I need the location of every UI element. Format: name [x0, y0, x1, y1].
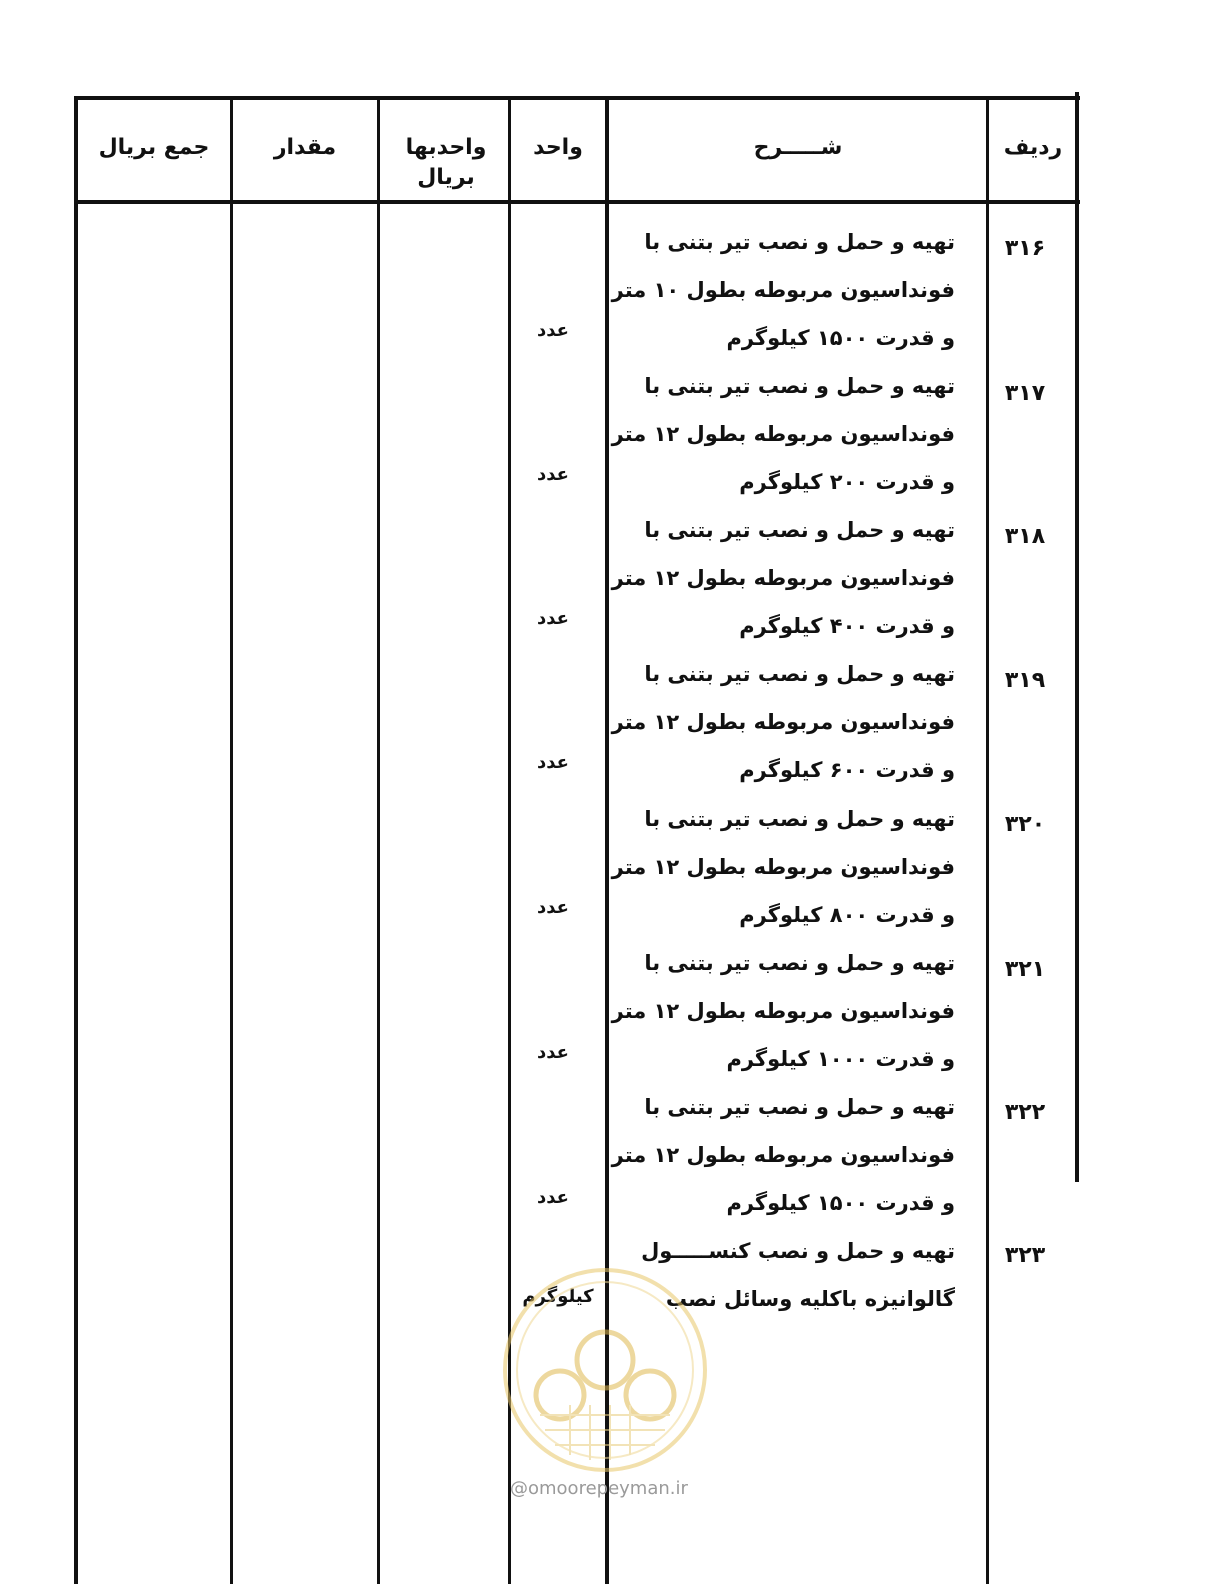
- row-description: [611, 506, 955, 650]
- desc-line: و قدرت ۸۰۰ کیلوگرم: [739, 903, 955, 927]
- header-description: شـــــرح: [753, 135, 843, 160]
- row-number: ۳۱۸: [1004, 524, 1046, 549]
- desc-line: فونداسیون مربوطه بطول ۱۰ متر: [611, 278, 955, 302]
- desc-line: فونداسیون مربوطه بطول ۱۲ متر: [611, 999, 955, 1023]
- header-row-number: ردیف: [1003, 135, 1063, 160]
- header-unit: واحد: [533, 135, 583, 160]
- col-divider-qty-price: [377, 96, 380, 1584]
- table-top-border: [76, 96, 1080, 100]
- table-left-border: [74, 96, 78, 1584]
- desc-line: تهیه و حمل و نصب کنســـــول: [641, 1239, 955, 1263]
- row-description: [611, 795, 955, 939]
- desc-line: فونداسیون مربوطه بطول ۱۲ متر: [611, 566, 955, 590]
- row-unit: عدد: [537, 897, 569, 918]
- row-description: [611, 650, 955, 794]
- desc-line: فونداسیون مربوطه بطول ۱۲ متر: [611, 710, 955, 734]
- row-description: [611, 218, 955, 362]
- row-number: ۳۲۳: [1004, 1243, 1046, 1268]
- row-unit: کیلوگرم: [522, 1286, 594, 1307]
- desc-line: فونداسیون مربوطه بطول ۱۲ متر: [611, 422, 955, 446]
- row-number: ۳۱۶: [1004, 236, 1046, 261]
- desc-line: تهیه و حمل و نصب تیر بتنی با: [644, 951, 955, 975]
- desc-line: تهیه و حمل و نصب تیر بتنی با: [644, 807, 955, 831]
- desc-line: تهیه و حمل و نصب تیر بتنی با: [644, 1095, 955, 1119]
- desc-line: فونداسیون مربوطه بطول ۱۲ متر: [611, 855, 955, 879]
- desc-line: تهیه و حمل و نصب تیر بتنی با: [644, 662, 955, 686]
- table-right-border: [1075, 92, 1079, 1182]
- desc-line: و قدرت ۱۵۰۰ کیلوگرم: [726, 326, 955, 350]
- row-number: ۳۲۲: [1004, 1100, 1046, 1125]
- row-number: ۳۲۰: [1004, 812, 1046, 837]
- col-divider-total-qty: [230, 96, 233, 1584]
- header-unit-price: واحدبها بریال: [405, 135, 487, 190]
- row-unit: عدد: [537, 320, 569, 341]
- row-unit: عدد: [537, 1042, 569, 1063]
- row-unit: عدد: [537, 464, 569, 485]
- header-bottom-border: [76, 200, 1080, 204]
- desc-line: گالوانیزه باکلیه وسائل نصب: [665, 1287, 955, 1311]
- desc-line: و قدرت ۶۰۰ کیلوگرم: [739, 758, 955, 782]
- row-unit: عدد: [537, 1187, 569, 1208]
- desc-line: تهیه و حمل و نصب تیر بتنی با: [644, 374, 955, 398]
- desc-line: فونداسیون مربوطه بطول ۱۲ متر: [611, 1143, 955, 1167]
- col-divider-desc-row: [986, 96, 989, 1584]
- row-description: [611, 362, 955, 506]
- header-total: جمع بریال: [98, 135, 210, 160]
- desc-line: و قدرت ۴۰۰ کیلوگرم: [739, 614, 955, 638]
- desc-line: و قدرت ۱۵۰۰ کیلوگرم: [726, 1191, 955, 1215]
- row-number: ۳۱۷: [1004, 381, 1046, 406]
- desc-line: تهیه و حمل و نصب تیر بتنی با: [644, 230, 955, 254]
- row-description: [611, 1083, 955, 1227]
- row-unit: عدد: [537, 752, 569, 773]
- row-description: [611, 939, 955, 1083]
- row-unit: عدد: [537, 608, 569, 629]
- watermark-seal-icon: [500, 1265, 710, 1475]
- desc-line: تهیه و حمل و نصب تیر بتنی با: [644, 518, 955, 542]
- watermark-text: @omoorepeyman.ir: [510, 1478, 688, 1499]
- desc-line: و قدرت ۱۰۰۰ کیلوگرم: [726, 1047, 955, 1071]
- row-number: ۳۲۱: [1004, 957, 1046, 982]
- header-quantity: مقدار: [273, 135, 337, 160]
- desc-line: و قدرت ۲۰۰ کیلوگرم: [739, 470, 955, 494]
- row-number: ۳۱۹: [1004, 668, 1046, 693]
